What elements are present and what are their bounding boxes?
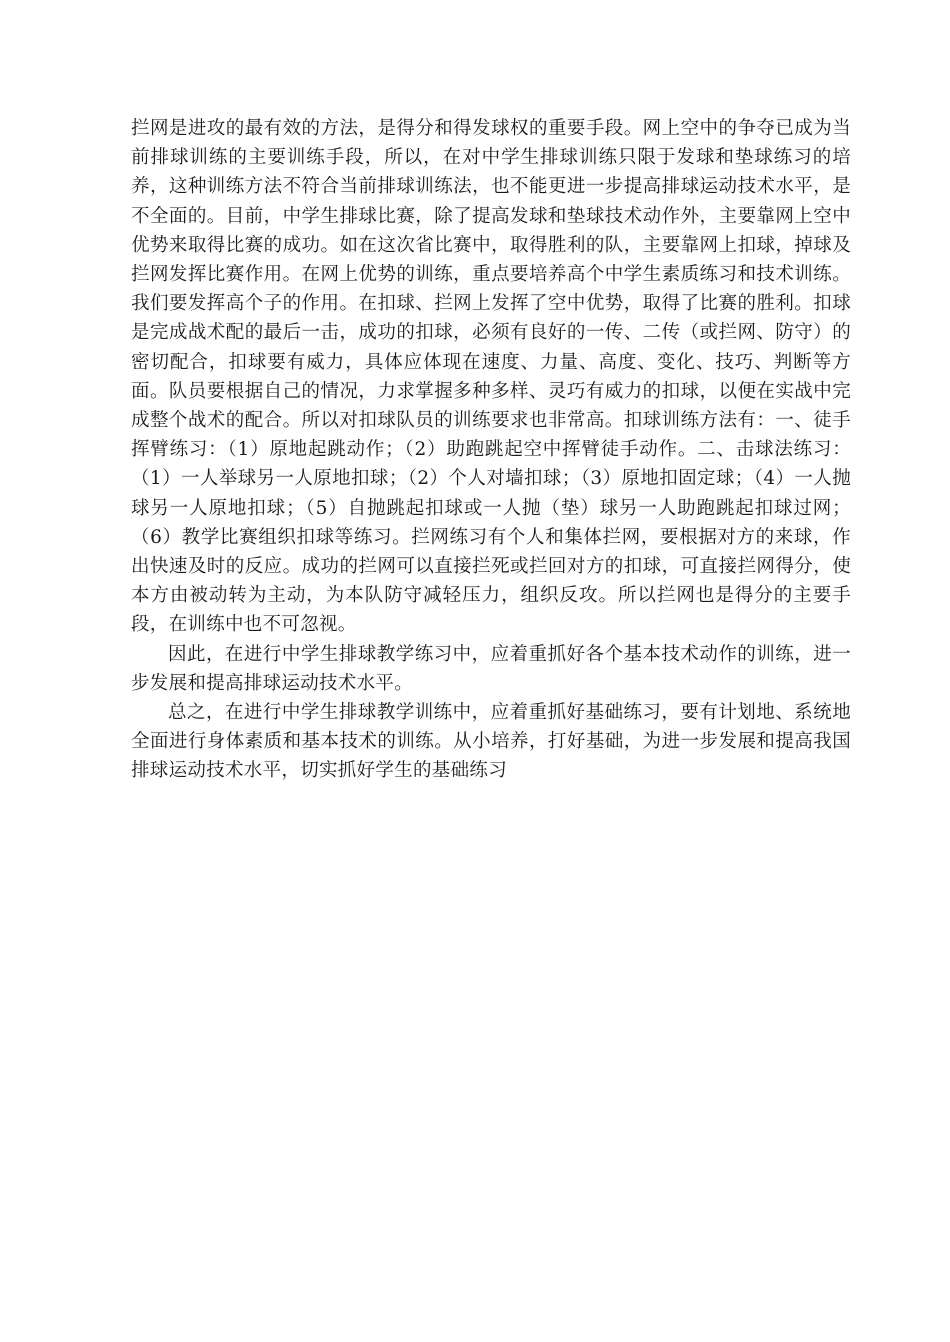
document-body bbox=[131, 114, 851, 786]
paragraph-spiking-blocking: 拦网是进攻的最有效的方法，是得分和得发球权的重要手段。网上空中的争夺已成为当前排球训练的主要训练手段，所以，在对中学生排球训练只限于发球和垫球练习的培养，这种训练方法不符合当前排球训练法，也不能更进一步提高排球运动技术水平，是不全面的。目前，中学生排球比赛，除了提高发球和垫球技术动作外，主要靠网上空中优势来取得比赛的成功。如在这次省比赛中，取得胜利的队，主要靠网上扣球，掉球及拦网发挥比赛作用。在网上优势的训练，重点要培养高个中学生素质练习和技术训练。我们要发挥高个子的作用。在扣球、拦网上发挥了空中优势，取得了比赛的胜利。扣球是完成战术配的最后一击，成功的扣球，必须有良好的一传、二传（或拦网、防守）的密切配合，扣球要有威力，具体应体现在速度、力量、高度、变化、技巧、判断等方面。队员要根据自己的情况，力求掌握多种多样、灵巧有威力的扣球，以便在实战中完成整个战术的配合。所以对扣球队员的训练要求也非常高。扣球训练方法有：一、徒手挥臂练习：（1）原地起跳动作；（2）助跑跳起空中挥臂徒手动作。二、击球法练习：（1）一人举球另一人原地扣球；（2）个人对墙扣球；（3）原地扣固定球；（4）一人抛球另一人原地扣球；（5）自抛跳起扣球或一人抛（垫）球另一人助跑跳起扣球过网；（6）教学比赛组织扣球等练习。拦网练习有个人和集体拦网，要根据对方的来球，作出快速及时的反应。成功的拦网可以直接拦死或拦回对方的扣球，可直接拦网得分，使本方由被动转为主动，为本队防守减轻压力，组织反攻。所以拦网也是得分的主要手段，在训练中也不可忽视。 bbox=[131, 118, 851, 636]
paragraph-conclusion: 总之，在进行中学生排球教学训练中，应着重抓好基础练习，要有计划地、系统地全面进行身体素质和基本技术的训练。从小培养，打好基础，为进一步发展和提高我国排球运动技术水平，切实抓好学生的基础练习 bbox=[131, 702, 851, 782]
paragraph-therefore: 因此，在进行中学生排球教学练习中，应着重抓好各个基本技术动作的训练，进一步发展和提高排球运动技术水平。 bbox=[131, 643, 851, 694]
